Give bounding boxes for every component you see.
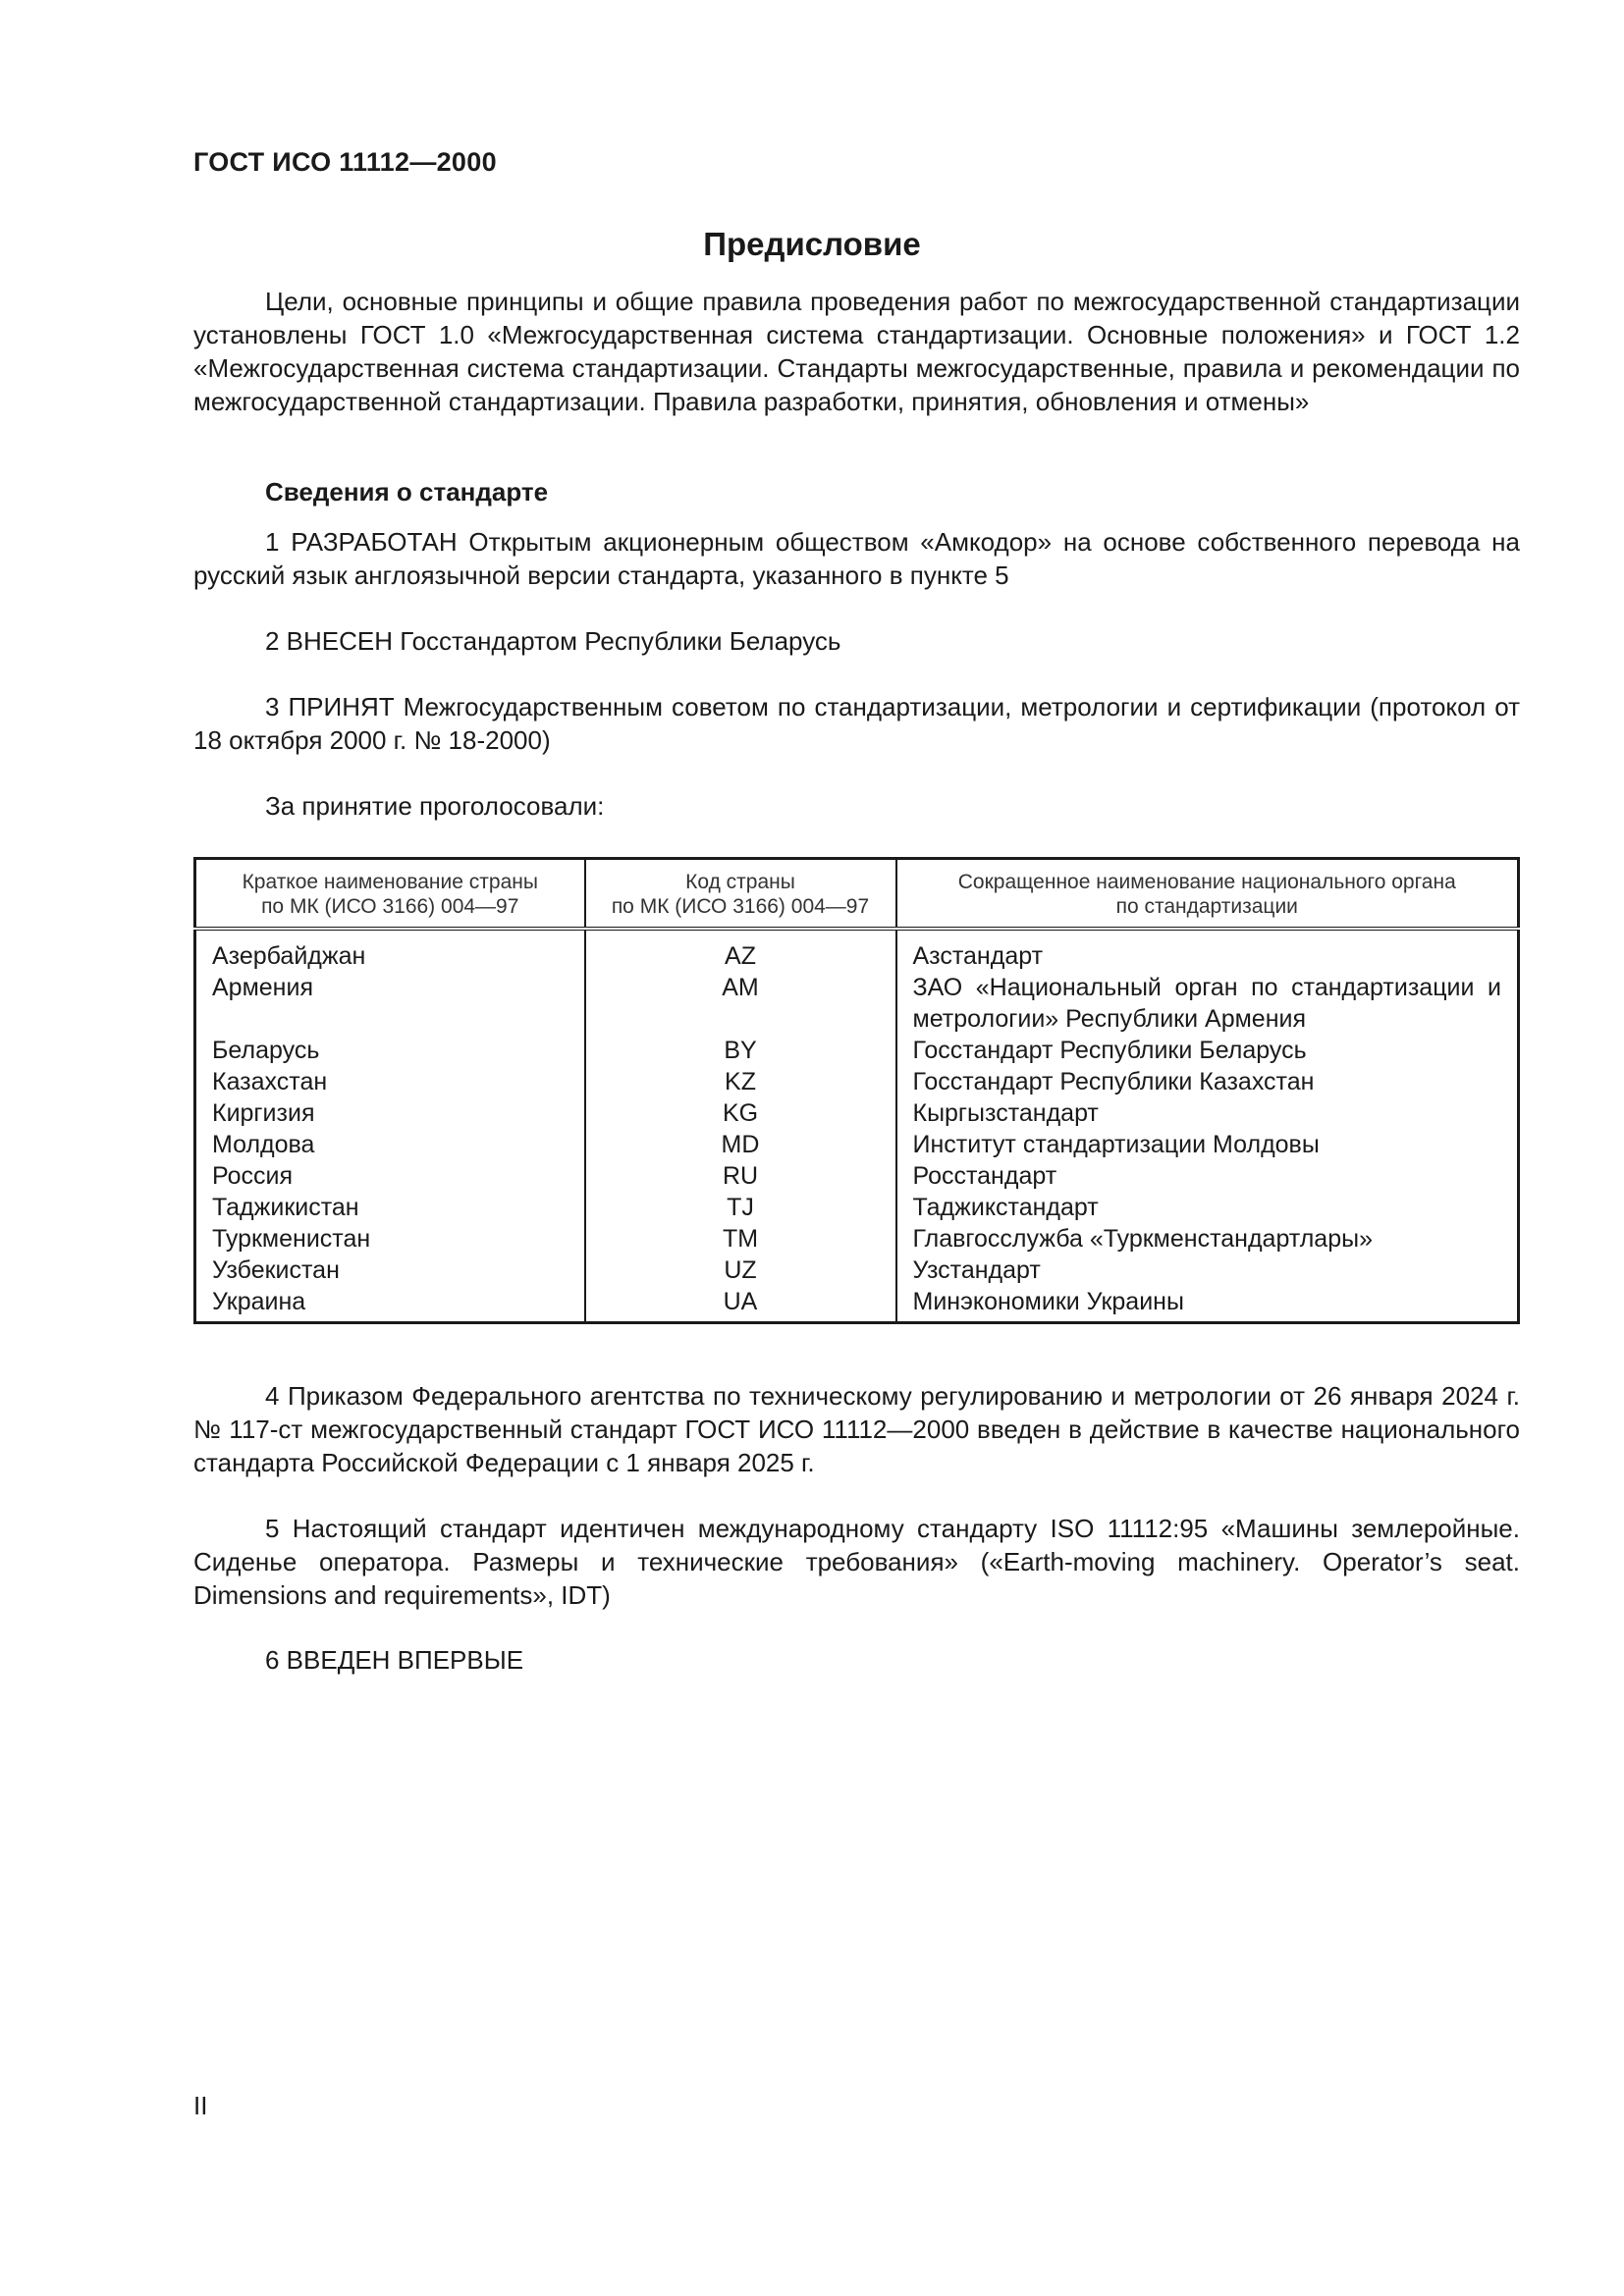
page-title: Предисловие [703,226,921,262]
item-5-block [193,1512,1520,1612]
intro-paragraph: Цели, основные принципы и общие правила проведения работ по межгосударственной стандартизации установлены ГОСТ 1.0 «Межгосударственная система стандартизации. Основные положения» и ГОСТ 1.2 «Межгосударственная система стандартизации. Стандарты межгосударственные, правила и рекомендации по межгосударственной стандартизации. Правила разработки, принятия, обновления и отмены» [193,287,1520,416]
table-row [195,1129,1519,1160]
header-national-body [896,859,1519,930]
country-code-cell: AZ [585,929,896,972]
national-body-cell: Институт стандартизации Молдовы [896,1129,1519,1160]
header-country-name-line1: Краткое наименование страны [242,871,538,893]
header-national-body-line1: Сокращенное наименование национального органа [957,871,1456,893]
item-4-block [193,1379,1520,1479]
header-country-code-line1: Код страны [685,871,795,893]
table-row [195,1160,1519,1192]
table-row [195,1286,1519,1323]
country-name-cell: Киргизия [195,1097,585,1129]
national-body-cell: Минэкономики Украины [896,1286,1519,1323]
national-body-cell: Главгосслужба «Туркменстандартлары» [896,1223,1519,1255]
table-row [195,1035,1519,1066]
voting-countries-table [193,857,1520,1324]
preface-intro-block [193,285,1520,418]
header-country-code [585,859,896,930]
country-name-cell: Беларусь [195,1035,585,1066]
country-code-cell: BY [585,1035,896,1066]
item-2-paragraph: 2 ВНЕСЕН Госстандартом Республики Беларусь [265,626,841,656]
item-3-paragraph: 3 ПРИНЯТ Межгосударственным советом по стандартизации, метрологии и сертификации (протокол от 18 октября 2000 г. № 18-2000) [193,692,1520,755]
table-row [195,972,1519,1035]
national-body-cell: Госстандарт Республики Казахстан [896,1066,1519,1097]
country-name-cell: Туркменистан [195,1223,585,1255]
national-body-cell: ЗАО «Национальный орган по стандартизации и метрологии» Республики Армения [896,972,1519,1035]
country-name-cell: Узбекистан [195,1255,585,1286]
country-name-cell: Украина [195,1286,585,1323]
country-code-cell: UZ [585,1255,896,1286]
header-country-code-line2: по МК (ИСО 3166) 004—97 [611,895,870,918]
table-row [195,1066,1519,1097]
country-name-cell: Молдова [195,1129,585,1160]
country-name-cell: Азербайджан [195,929,585,972]
table-row [195,1223,1519,1255]
item-1-paragraph: 1 РАЗРАБОТАН Открытым акционерным обществом «Амкодор» на основе собственного перевода на русский язык англоязычной версии стандарта, указанного в пункте 5 [193,527,1520,590]
country-name-cell: Казахстан [195,1066,585,1097]
item-6-block [193,1643,1520,1677]
table-header-row [195,859,1519,930]
country-code-cell: TJ [585,1192,896,1223]
header-country-name-line2: по МК (ИСО 3166) 004—97 [261,895,519,918]
item-4-paragraph: 4 Приказом Федерального агентства по техническому регулированию и метрологии от 26 января 2024 г. № 117-ст межгосударственный стандарт ГОСТ ИСО 11112—2000 введен в действие в качестве национального стандарта Российской Федерации с 1 января 2025 г. [193,1381,1520,1477]
national-body-cell: Таджикстандарт [896,1192,1519,1223]
country-code-cell: AM [585,972,896,1035]
national-body-cell: Госстандарт Республики Беларусь [896,1035,1519,1066]
item-3-block [193,690,1520,757]
page-number: II [193,2091,208,2120]
country-code-cell: KZ [585,1066,896,1097]
info-heading-block [193,475,1520,508]
table-row [195,1255,1519,1286]
item-1-block [193,525,1520,592]
vote-intro-text: За принятие проголосовали: [265,791,605,821]
item-6-paragraph: 6 ВВЕДЕН ВПЕРВЫЕ [265,1645,524,1675]
country-name-cell: Таджикистан [195,1192,585,1223]
country-code-cell: MD [585,1129,896,1160]
national-body-cell: Росстандарт [896,1160,1519,1192]
item-5-paragraph: 5 Настоящий стандарт идентичен международному стандарту ISO 11112:95 «Машины землеройные. Сиденье оператора. Размеры и технические требования» («Earth-moving machinery. Operator’s seat. Dimensions and requirements», IDT) [193,1514,1520,1610]
item-2-block [193,624,1520,658]
vote-intro-block [193,789,1520,823]
document-header: ГОСТ ИСО 11112—2000 [193,147,497,177]
country-code-cell: KG [585,1097,896,1129]
country-name-cell: Россия [195,1160,585,1192]
national-body-cell: Азстандарт [896,929,1519,972]
section-heading: Сведения о стандарте [265,477,549,507]
table-row [195,1097,1519,1129]
country-code-cell: RU [585,1160,896,1192]
country-code-cell: TM [585,1223,896,1255]
national-body-cell: Узстандарт [896,1255,1519,1286]
table-row [195,1192,1519,1223]
header-national-body-line2: по стандартизации [1115,895,1298,918]
country-name-cell: Армения [195,972,585,1035]
national-body-cell: Кыргызстандарт [896,1097,1519,1129]
country-code-cell: UA [585,1286,896,1323]
table-row [195,929,1519,972]
header-country-name [195,859,585,930]
